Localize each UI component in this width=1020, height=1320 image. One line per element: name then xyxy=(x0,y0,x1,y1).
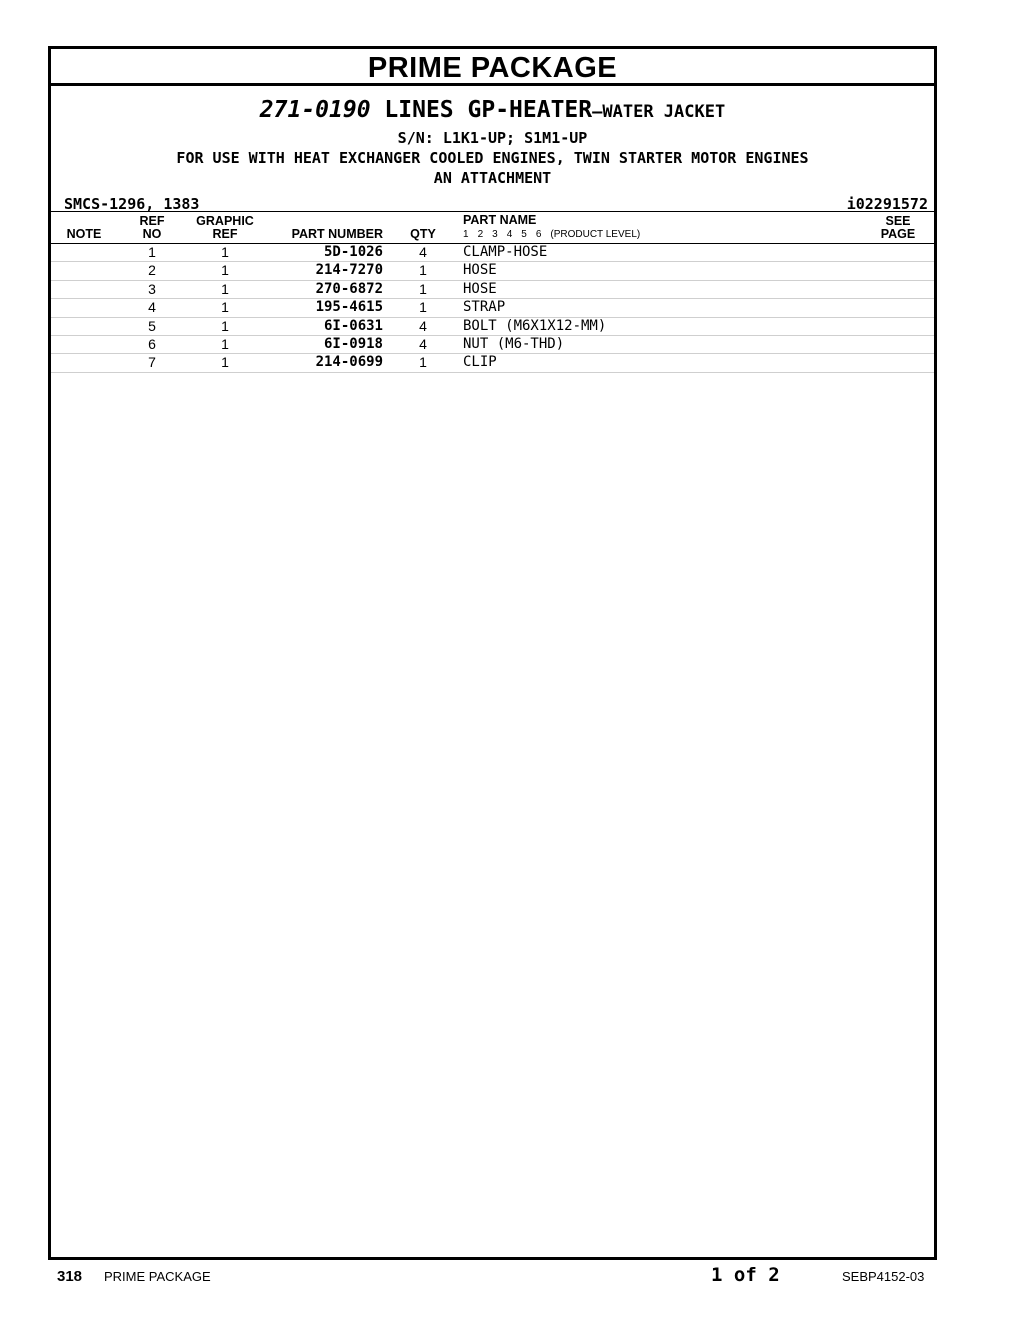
part-number-cell: 195-4615 xyxy=(263,299,383,317)
ref-no-cell: 4 xyxy=(117,299,187,317)
note-cell xyxy=(51,299,117,317)
note-cell xyxy=(51,317,117,335)
group-subtitle: —WATER JACKET xyxy=(592,102,726,122)
see-page-cell xyxy=(862,280,934,298)
part-number-cell: 214-7270 xyxy=(263,262,383,280)
col-part-number: PART NUMBER xyxy=(263,212,383,244)
see-page-cell xyxy=(862,299,934,317)
smcs-row xyxy=(51,188,934,212)
note-cell xyxy=(51,244,117,262)
part-name-cell: CLAMP-HOSE xyxy=(463,244,862,262)
table-row xyxy=(51,317,934,335)
ref-no-cell: 5 xyxy=(117,317,187,335)
table-row xyxy=(51,336,934,354)
part-name-cell: STRAP xyxy=(463,299,862,317)
qty-cell: 1 xyxy=(383,299,463,317)
ref-no-cell: 6 xyxy=(117,336,187,354)
see-page-cell xyxy=(862,244,934,262)
group-title xyxy=(51,94,934,128)
product-levels: 1 2 3 4 5 6 (PRODUCT LEVEL) xyxy=(463,229,641,240)
part-name-cell: CLIP xyxy=(463,354,862,372)
col-note: NOTE xyxy=(51,212,117,244)
ref-no-cell: 7 xyxy=(117,354,187,372)
col-see-page: SEE PAGE xyxy=(862,212,934,244)
table-header-row xyxy=(51,212,934,244)
qty-cell: 1 xyxy=(383,354,463,372)
part-number-cell: 5D-1026 xyxy=(263,244,383,262)
illustration-id: i02291572 xyxy=(846,195,928,213)
col-qty: QTY xyxy=(383,212,463,244)
graphic-ref-cell: 1 xyxy=(187,299,263,317)
table-row xyxy=(51,354,934,372)
graphic-ref-cell: 1 xyxy=(187,336,263,354)
part-number-cell: 270-6872 xyxy=(263,280,383,298)
part-name-cell: HOSE xyxy=(463,262,862,280)
page-footer xyxy=(0,1264,1020,1288)
part-number-cell: 6I-0631 xyxy=(263,317,383,335)
ref-no-cell: 2 xyxy=(117,262,187,280)
group-part-number: 271-0190 xyxy=(259,97,371,123)
smcs-code: SMCS-1296, 1383 xyxy=(64,195,200,213)
page-of: 1 of 2 xyxy=(711,1264,780,1286)
qty-cell: 1 xyxy=(383,280,463,298)
table-row xyxy=(51,244,934,262)
graphic-ref-cell: 1 xyxy=(187,354,263,372)
graphic-ref-cell: 1 xyxy=(187,262,263,280)
qty-cell: 4 xyxy=(383,244,463,262)
col-part-name: PART NAME 1 2 3 4 5 6 (PRODUCT LEVEL) xyxy=(463,212,862,244)
part-name-cell: NUT (M6-THD) xyxy=(463,336,862,354)
doc-id: SEBP4152-03 xyxy=(842,1269,925,1284)
note-cell xyxy=(51,262,117,280)
part-name-cell: BOLT (M6X1X12-MM) xyxy=(463,317,862,335)
part-name-cell: HOSE xyxy=(463,280,862,298)
usage-note: FOR USE WITH HEAT EXCHANGER COOLED ENGINES, TWIN STARTER MOTOR ENGINES xyxy=(176,149,809,167)
note-cell xyxy=(51,336,117,354)
qty-cell: 4 xyxy=(383,317,463,335)
parts-table-body xyxy=(51,244,934,373)
serial-range: S/N: L1K1-UP; S1M1-UP xyxy=(397,129,588,147)
footer-section: PRIME PACKAGE xyxy=(104,1269,211,1284)
group-header xyxy=(51,86,934,188)
section-title: PRIME PACKAGE xyxy=(51,49,934,86)
see-page-cell xyxy=(862,354,934,372)
graphic-ref-cell: 1 xyxy=(187,280,263,298)
part-number-cell: 214-0699 xyxy=(263,354,383,372)
graphic-ref-cell: 1 xyxy=(187,317,263,335)
col-ref-no: REF NO xyxy=(117,212,187,244)
ref-no-cell: 3 xyxy=(117,280,187,298)
table-row xyxy=(51,262,934,280)
table-row xyxy=(51,299,934,317)
note-cell xyxy=(51,280,117,298)
col-graphic-ref: GRAPHIC REF xyxy=(187,212,263,244)
part-number-cell: 6I-0918 xyxy=(263,336,383,354)
ref-no-cell: 1 xyxy=(117,244,187,262)
group-name: LINES GP-HEATER xyxy=(384,97,593,123)
note-cell xyxy=(51,354,117,372)
qty-cell: 1 xyxy=(383,262,463,280)
graphic-ref-cell: 1 xyxy=(187,244,263,262)
table-row xyxy=(51,280,934,298)
page-frame xyxy=(48,46,937,1260)
attachment-note: AN ATTACHMENT xyxy=(433,169,552,187)
parts-table xyxy=(51,212,934,373)
see-page-cell xyxy=(862,336,934,354)
page-number: 318 xyxy=(57,1268,83,1285)
see-page-cell xyxy=(862,317,934,335)
see-page-cell xyxy=(862,262,934,280)
qty-cell: 4 xyxy=(383,336,463,354)
